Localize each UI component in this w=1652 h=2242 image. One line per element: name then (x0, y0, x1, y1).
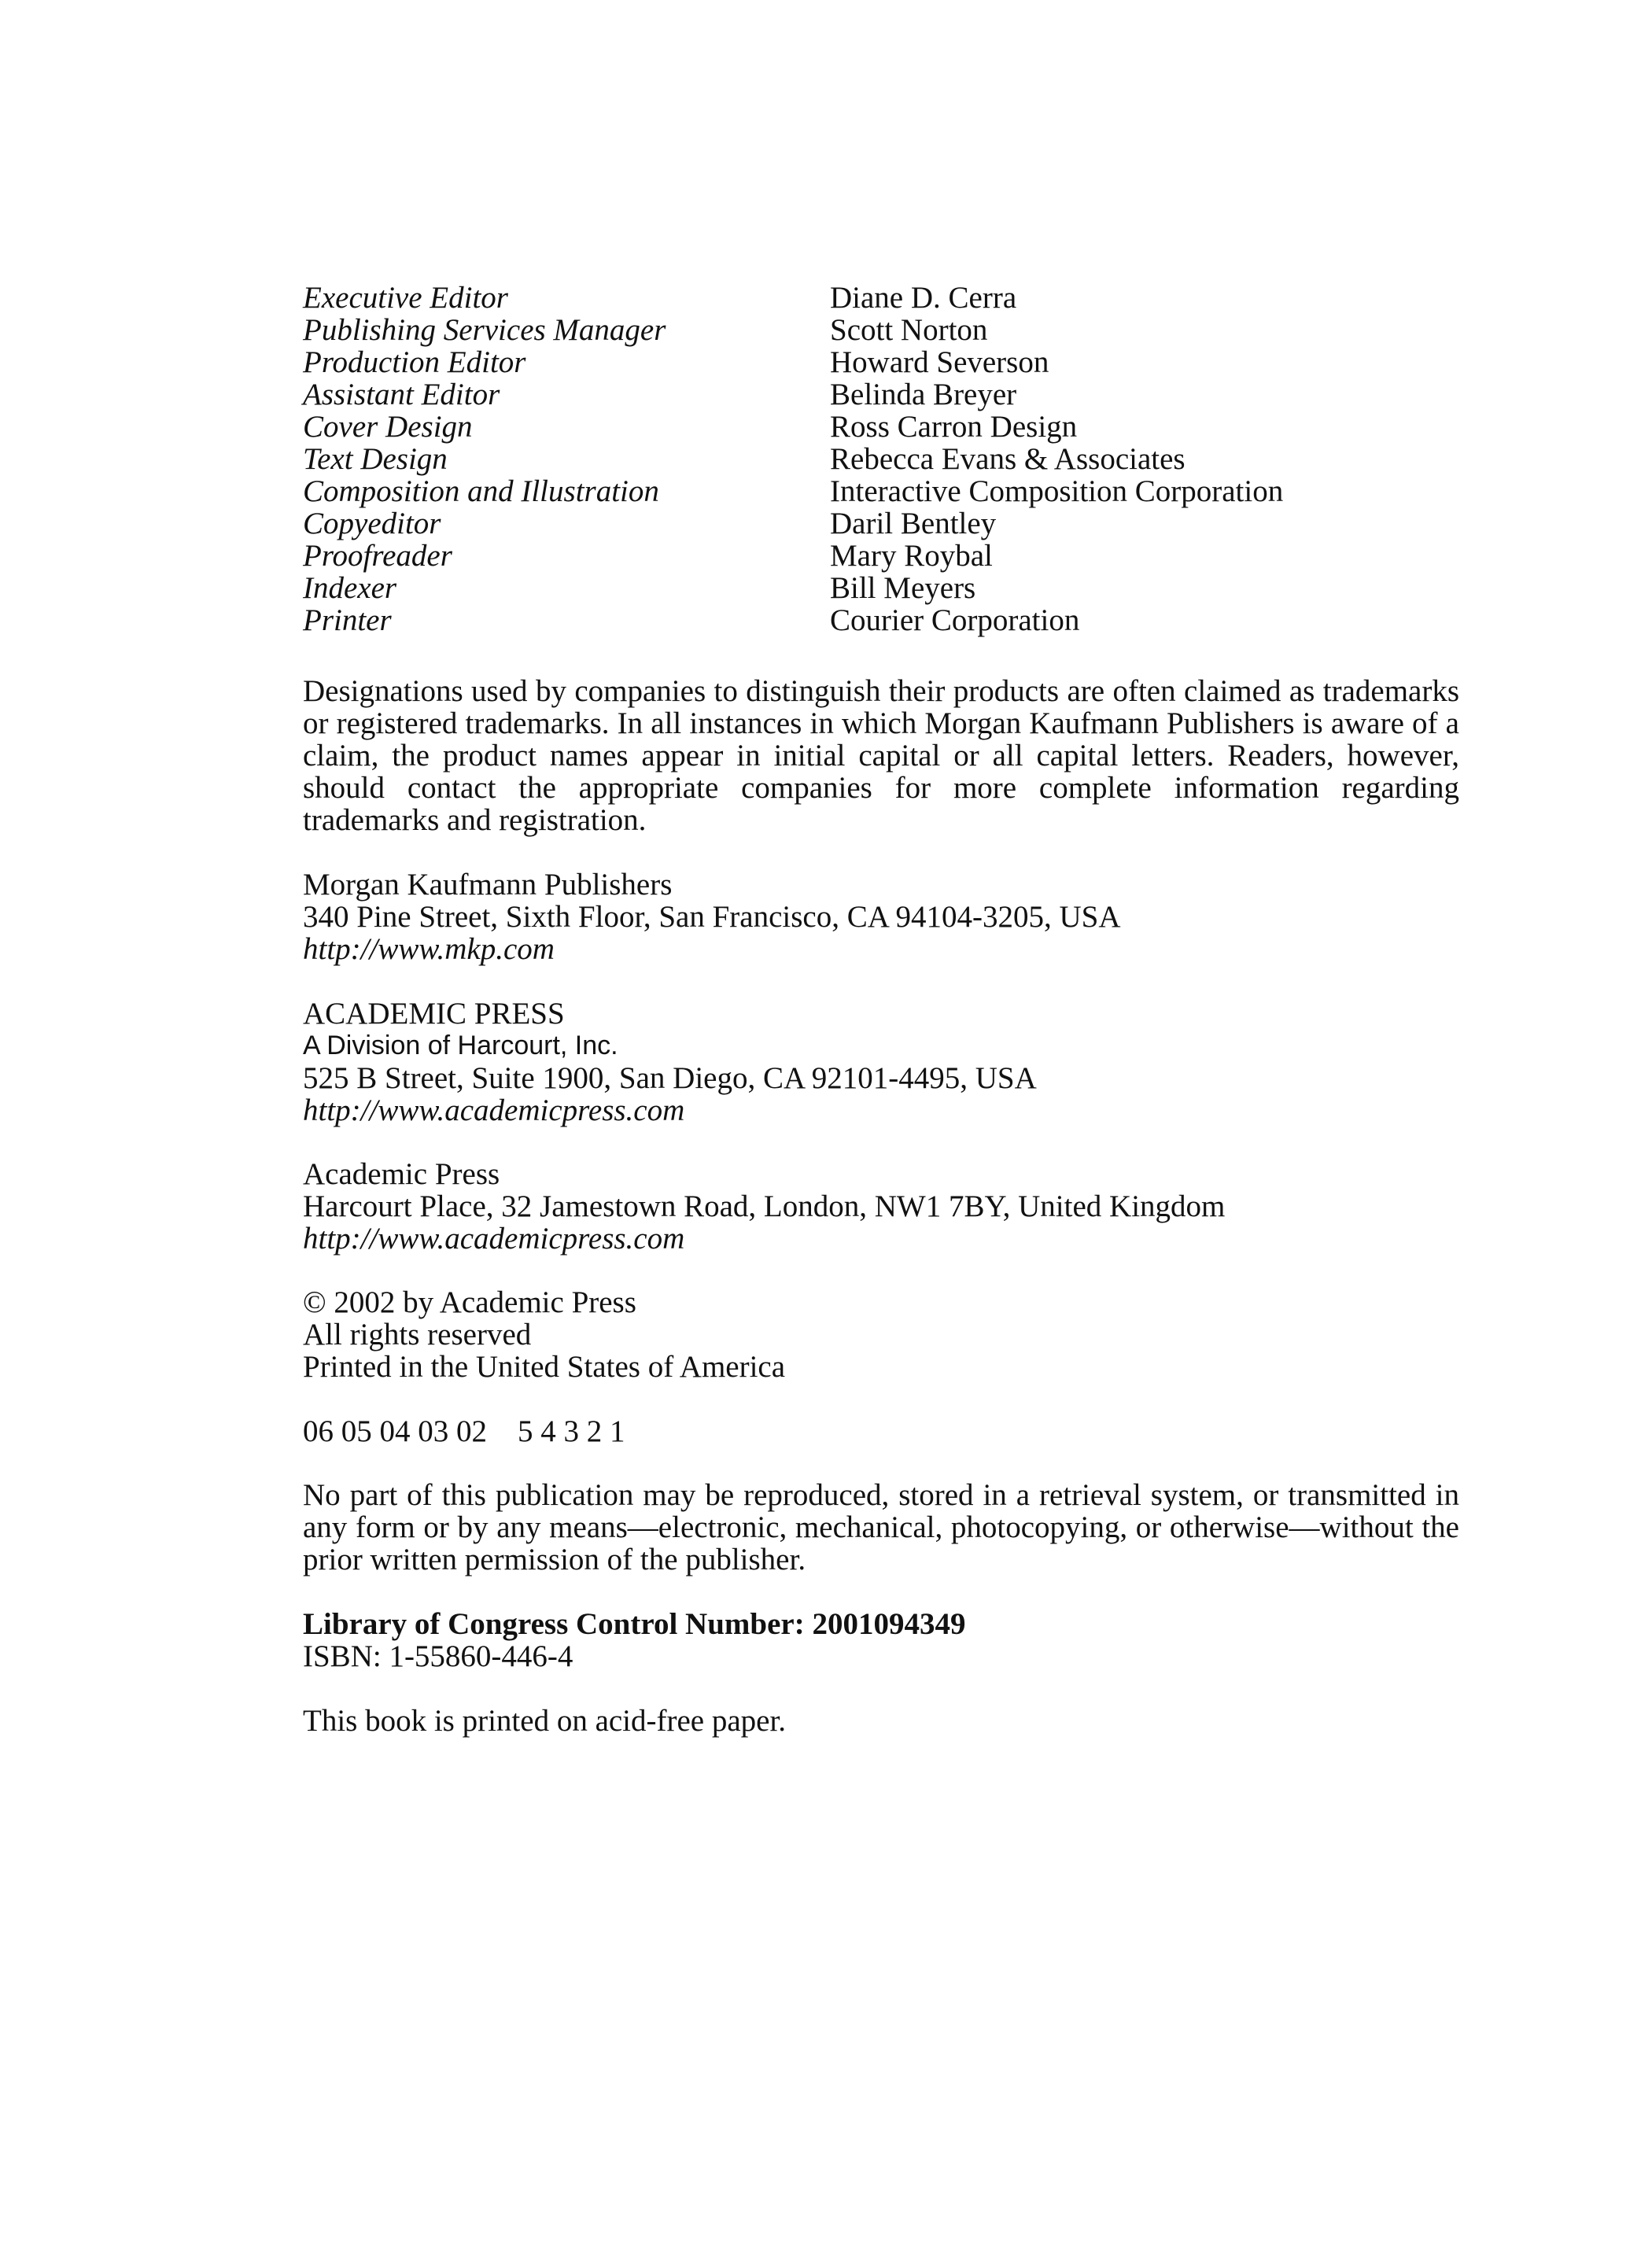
trademark-notice (303, 675, 1459, 836)
credit-role: Printer (303, 603, 392, 637)
publisher-address: 525 B Street, Suite 1900, San Diego, CA 92101-4495, USA (303, 1061, 1037, 1095)
credit-row (303, 282, 1459, 314)
copyright-icon: © (303, 1285, 326, 1319)
credit-row (303, 346, 1459, 378)
copyright-block (303, 1286, 1459, 1383)
credit-row (303, 314, 1459, 346)
credits-list (303, 282, 1459, 636)
credit-row (303, 378, 1459, 411)
publisher-url[interactable]: http://www.academicpress.com (303, 1093, 685, 1127)
copyright-text: 2002 by Academic Press (334, 1285, 636, 1319)
credit-name: Diane D. Cerra (830, 281, 1017, 315)
credit-name: Mary Roybal (830, 539, 993, 573)
paper-note (303, 1705, 1459, 1737)
credit-role: Production Editor (303, 345, 526, 379)
credit-name: Interactive Composition Corporation (830, 474, 1284, 508)
isbn: ISBN: 1-55860-446-4 (303, 1639, 573, 1673)
publisher-mkp (303, 868, 1459, 965)
credit-name: Daril Bentley (830, 507, 997, 540)
publisher-address: 340 Pine Street, Sixth Floor, San Francisco, CA 94104-3205, USA (303, 900, 1121, 934)
publisher-name: Academic Press (303, 1157, 500, 1191)
trademark-notice-text: Designations used by companies to distinguish their products are often claimed as trademarks or registered trademarks. In all instances in which Morgan Kaufmann Publishers is aware of a claim, the product names appear in initial capital or all capital letters. Readers, however, should contact the appropriate companies for more complete information regarding trademarks and registration. (303, 674, 1459, 837)
publisher-name: ACADEMIC PRESS (303, 997, 565, 1031)
credit-row (303, 507, 1459, 540)
credit-row (303, 572, 1459, 604)
publisher-division: A Division of Harcourt, Inc. (303, 1031, 618, 1060)
publisher-name: Morgan Kaufmann Publishers (303, 868, 673, 902)
reproduction-notice-text: No part of this publication may be reproduced, stored in a retrieval system, or transmitted in any form or by any means—electronic, mechanical, photocopying, or otherwise—without the prior written permission of the publisher. (303, 1478, 1459, 1576)
credit-role: Publishing Services Manager (303, 313, 666, 347)
credit-role: Executive Editor (303, 281, 508, 315)
credit-name: Ross Carron Design (830, 410, 1078, 444)
credit-row (303, 475, 1459, 507)
credit-role: Composition and Illustration (303, 474, 659, 508)
printing-numbers-text: 06 05 04 03 02 5 4 3 2 1 (303, 1414, 625, 1448)
copyright-line (303, 1286, 1459, 1318)
reproduction-notice (303, 1479, 1459, 1576)
credit-role: Proofreader (303, 539, 452, 573)
credit-role: Indexer (303, 571, 397, 605)
publisher-address: Harcourt Place, 32 Jamestown Road, London, NW1 7BY, United Kingdom (303, 1189, 1226, 1223)
credit-name: Scott Norton (830, 313, 988, 347)
credit-name: Courier Corporation (830, 603, 1080, 637)
credit-name: Rebecca Evans & Associates (830, 442, 1186, 476)
credit-name: Bill Meyers (830, 571, 976, 605)
credit-role: Cover Design (303, 410, 473, 444)
publisher-ap-us (303, 997, 1459, 1127)
credit-name: Belinda Breyer (830, 378, 1017, 411)
publisher-url[interactable]: http://www.mkp.com (303, 932, 555, 966)
credit-row (303, 411, 1459, 443)
lccn: Library of Congress Control Number: 2001094349 (303, 1607, 966, 1641)
credit-role: Text Design (303, 442, 448, 476)
printing-numbers (303, 1415, 1459, 1447)
paper-note-text: This book is printed on acid-free paper. (303, 1704, 787, 1738)
credit-role: Assistant Editor (303, 378, 500, 411)
credit-role: Copyeditor (303, 507, 441, 540)
printed-line: Printed in the United States of America (303, 1350, 786, 1384)
credit-name: Howard Severson (830, 345, 1049, 379)
credit-row (303, 540, 1459, 572)
credit-row (303, 443, 1459, 475)
catalog-info (303, 1608, 1459, 1672)
publisher-ap-uk (303, 1158, 1459, 1255)
publisher-url[interactable]: http://www.academicpress.com (303, 1222, 685, 1256)
credit-row (303, 604, 1459, 636)
rights-line: All rights reserved (303, 1318, 532, 1351)
